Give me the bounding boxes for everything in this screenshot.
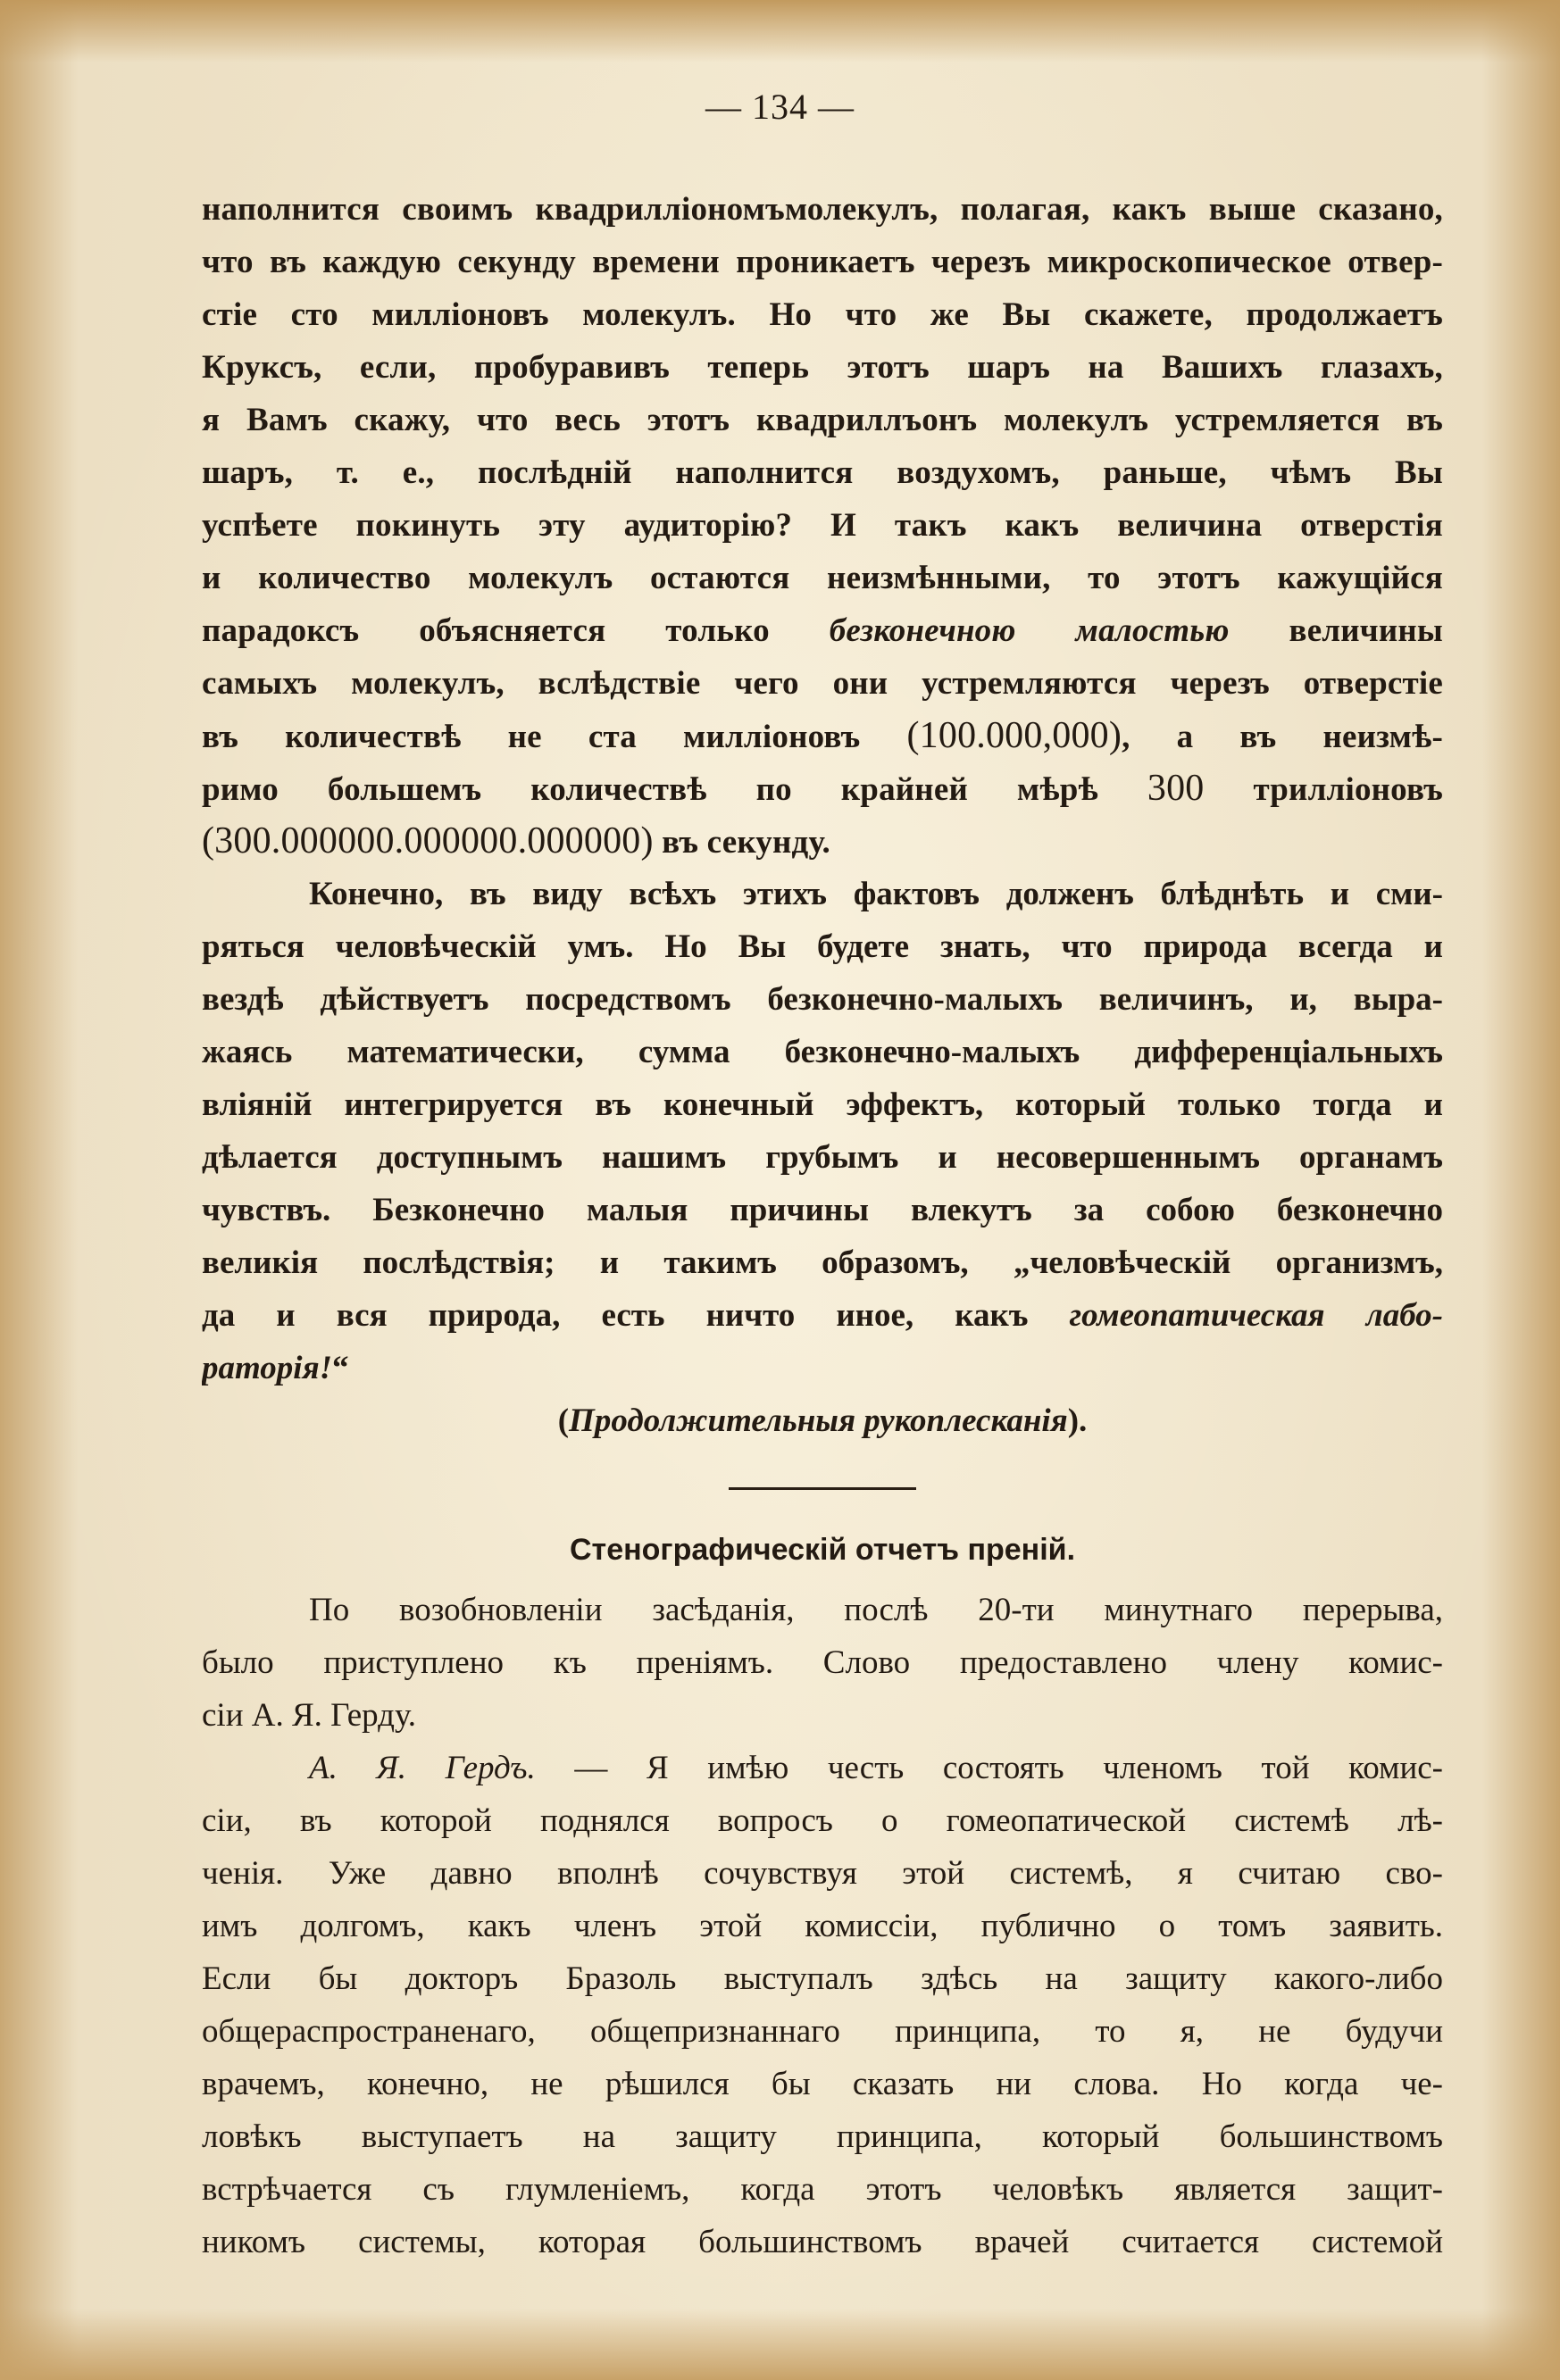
text-line: Круксъ, если, пробуравивъ теперь этотъ шаръ на Вашихъ глазахъ,	[202, 349, 1443, 386]
text-line: сіи, въ которой поднялся вопросъ о гомеопатической системѣ лѣ-	[202, 1802, 1443, 1839]
section-heading: Стенографическій отчетъ преній.	[569, 1533, 1076, 1567]
paragraph-crookes	[202, 183, 1443, 868]
emphasis-text: раторія!	[202, 1350, 333, 1386]
text-line	[202, 1742, 1443, 1794]
number-text: (100.000,000)	[906, 715, 1122, 756]
text-line: никомъ системы, которая большинствомъ врачей считается системой	[202, 2224, 1443, 2260]
text-line: было приступлено къ преніямъ. Слово предоставлено члену комис-	[202, 1644, 1443, 1681]
text-line: и количество молекулъ остаются неизмѣнными, то этотъ кажущійся	[202, 560, 1443, 596]
text-line: наполнится своимъ квадрилліономъмолекулъ, полагая, какъ выше сказано,	[202, 191, 1443, 228]
page-edge-top	[0, 0, 1560, 62]
number-text: (300.000000.000000.000000)	[202, 820, 654, 861]
text-run: — Я имѣю честь состоять членомъ той комис-	[535, 1750, 1443, 1786]
text-run: да и вся природа, есть ничто иное, какъ	[202, 1297, 1070, 1334]
applause-note	[202, 1394, 1443, 1447]
page-body	[202, 183, 1443, 2268]
text-line: ченія. Уже давно вполнѣ сочувствуя этой системѣ, я считаю сво-	[202, 1855, 1443, 1892]
text-line: чувствъ. Безконечно малыя причины влекутъ за собою безконечно	[202, 1192, 1443, 1228]
text-line	[202, 710, 1443, 762]
section-divider	[729, 1487, 916, 1490]
text-line: врачемъ, конечно, не рѣшился бы сказать ни слова. Но когда че-	[202, 2066, 1443, 2102]
text-run: въ количествѣ не ста милліоновъ	[202, 719, 907, 755]
text-line: шаръ, т. е., послѣдній наполнится воздухомъ, раньше, чѣмъ Вы	[202, 454, 1443, 491]
page-edge-bottom	[0, 2309, 1560, 2380]
text-line: вездѣ дѣйствуетъ посредствомъ безконечно-малыхъ величинъ, и, выра-	[202, 981, 1443, 1018]
paragraph-debate-intro	[202, 1584, 1443, 1742]
text-line: вліяній интегрируется въ конечный эффектъ, который только тогда и	[202, 1086, 1443, 1123]
text-line: стіе сто милліоновъ молекулъ. Но что же Вы скажете, продолжаетъ	[202, 296, 1443, 333]
emphasis-text: Продолжительныя рукоплесканія	[569, 1402, 1068, 1439]
text-run: трилліоновъ	[1204, 771, 1443, 808]
text-line: я Вамъ скажу, что весь этотъ квадриллъонъ молекулъ устремляется въ	[202, 402, 1443, 438]
text-line: По возобновленіи засѣданія, послѣ 20-ти минутнаго перерыва,	[309, 1592, 1443, 1628]
text-line: имъ долгомъ, какъ членъ этой комиссіи, публично о томъ заявить.	[202, 1908, 1443, 1944]
page-number: — 134 —	[705, 87, 855, 127]
text-line: ловѣкъ выступаетъ на защиту принципа, который большинствомъ	[202, 2118, 1443, 2155]
text-run: ).	[1067, 1402, 1088, 1439]
text-run: римо большемъ количествѣ по крайней мѣрѣ	[202, 771, 1147, 808]
text-line	[202, 1342, 1443, 1394]
text-line: Если бы докторъ Бразоль выступалъ здѣсь на защиту какого-либо	[202, 1960, 1443, 1997]
speaker-name: А. Я. Гердъ.	[309, 1750, 536, 1786]
text-line: встрѣчается съ глумленіемъ, когда этотъ человѣкъ является защит-	[202, 2171, 1443, 2208]
text-line: великія послѣдствія; и такимъ образомъ, „человѣческій организмъ,	[202, 1244, 1443, 1281]
text-line: успѣете покинуть эту аудиторію? И такъ какъ величина отверстія	[202, 507, 1443, 544]
text-run: (	[557, 1402, 570, 1439]
text-line: дѣлается доступнымъ нашимъ грубымъ и несовершеннымъ органамъ	[202, 1139, 1443, 1176]
number-text: 300	[1147, 768, 1205, 809]
text-line: Конечно, въ виду всѣхъ этихъ фактовъ долженъ блѣднѣть и сми-	[309, 876, 1443, 912]
text-run: “	[332, 1350, 349, 1386]
text-line: сіи А. Я. Герду.	[202, 1697, 417, 1734]
paragraph-conclusion	[202, 868, 1443, 1447]
text-line: общераспространенаго, общепризнаннаго принципа, то я, не будучи	[202, 2013, 1443, 2050]
text-line	[202, 815, 1443, 868]
text-run: парадоксъ объясняется только	[202, 612, 830, 649]
text-run: , а въ неизмѣ-	[1122, 719, 1443, 755]
text-run: величины	[1229, 612, 1443, 649]
text-line: что въ каждую секунду времени проникаетъ черезъ микроскопическое отвер-	[202, 244, 1443, 280]
text-line	[202, 604, 1443, 657]
text-line	[202, 762, 1443, 815]
paragraph-gerd-speech	[202, 1742, 1443, 2268]
text-line: самыхъ молекулъ, вслѣдствіе чего они устремляются черезъ отверстіе	[202, 665, 1443, 702]
text-line: ряться человѣческій умъ. Но Вы будете знать, что природа всегда и	[202, 928, 1443, 965]
emphasis-text: безконечною малостью	[829, 612, 1230, 649]
text-line	[202, 1289, 1443, 1342]
text-line: жаясь математически, сумма безконечно-малыхъ дифференціальныхъ	[202, 1034, 1443, 1070]
emphasis-text: гомеопатическая лабо-	[1069, 1297, 1443, 1334]
text-run: въ секунду.	[653, 824, 830, 861]
